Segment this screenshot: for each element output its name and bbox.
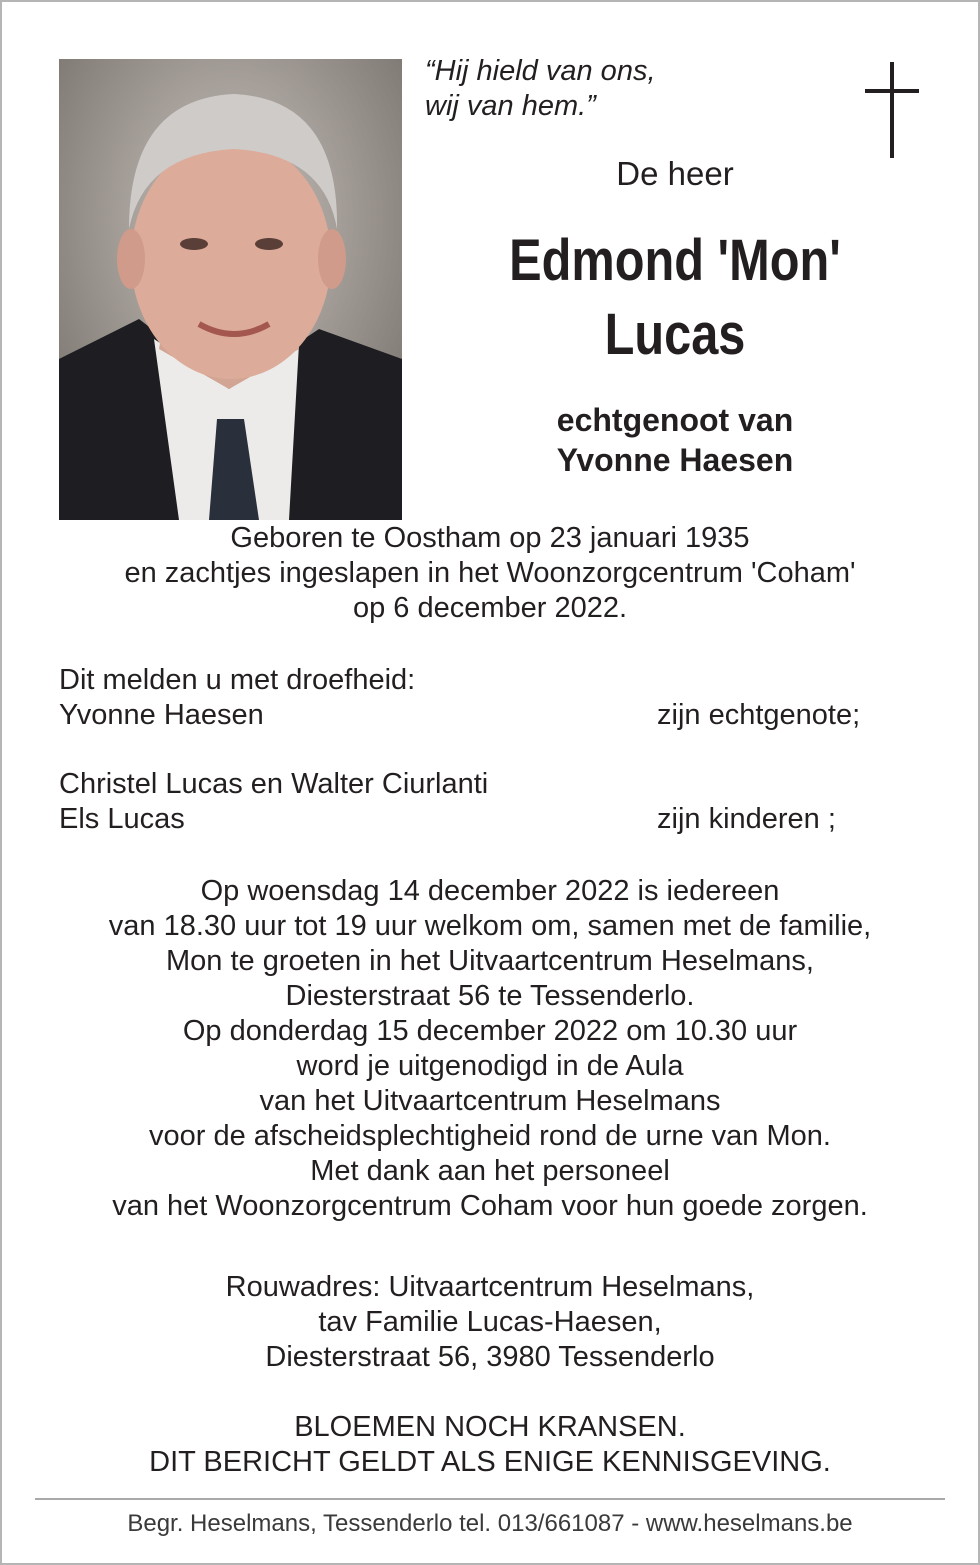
text-line: DIT BERICHT GELDT ALS ENIGE KENNISGEVING. [149, 1446, 831, 1478]
mourning-address [0, 1270, 980, 1375]
family-relation: zijn kinderen ; [657, 803, 836, 835]
text-line: word je uitgenodigd in de Aula [296, 1050, 684, 1082]
text-line: Geboren te Oostham op 23 januari 1935 [230, 522, 750, 554]
text-line: van het Woonzorgcentrum Coham voor hun goede zorgen. [112, 1190, 868, 1222]
quote-line: wij van hem.” [425, 90, 596, 122]
spouse-line-2: Yvonne Haesen [556, 442, 794, 478]
quote-line: “Hij hield van ons, [425, 55, 656, 87]
text-line: Diesterstraat 56, 3980 Tessenderlo [265, 1341, 715, 1373]
text-line: tav Familie Lucas-Haesen, [318, 1306, 662, 1338]
family-name: Els Lucas [59, 803, 185, 835]
text-line: Rouwadres: Uitvaartcentrum Heselmans, [225, 1271, 755, 1303]
footer-text: Begr. Heselmans, Tessenderlo tel. 013/661087 - www.heselmans.be [127, 1510, 853, 1537]
text-line: op 6 december 2022. [352, 592, 628, 624]
name-line: Edmond 'Mon' [509, 228, 841, 293]
spouse-line-1: echtgenoot van [556, 402, 794, 438]
text-line: BLOEMEN NOCH KRANSEN. [294, 1411, 686, 1443]
footer-divider [35, 1498, 945, 1500]
portrait-photo [59, 59, 402, 520]
text-line: Met dank aan het personeel [310, 1155, 670, 1187]
cross-icon [862, 62, 922, 158]
name-line: Lucas [604, 302, 746, 367]
text-line: voor de afscheidsplechtigheid rond de urne van Mon. [149, 1120, 831, 1152]
notice [0, 1410, 980, 1480]
quote [425, 54, 656, 124]
family-name: Christel Lucas en Walter Ciurlanti [59, 768, 489, 800]
family-relation: zijn echtgenote; [657, 699, 861, 731]
text-line: Op woensdag 14 december 2022 is iedereen [200, 875, 780, 907]
announce-heading: Dit melden u met droefheid: [59, 664, 416, 696]
text-line: Mon te groeten in het Uitvaartcentrum Heselmans, [166, 945, 814, 977]
spouse-line [440, 400, 910, 480]
family-name: Yvonne Haesen [59, 699, 264, 731]
birth-death-info [0, 521, 980, 626]
text-line: van 18.30 uur tot 19 uur welkom om, samen met de familie, [108, 910, 872, 942]
ceremony-info [0, 874, 980, 1224]
title: De heer [616, 155, 734, 192]
text-line: van het Uitvaartcentrum Heselmans [259, 1085, 721, 1117]
deceased-name [478, 224, 873, 372]
text-line: en zachtjes ingeslapen in het Woonzorgcentrum 'Coham' [124, 557, 856, 589]
text-line: Diesterstraat 56 te Tessenderlo. [285, 980, 695, 1012]
text-line: Op donderdag 15 december 2022 om 10.30 uur [182, 1015, 798, 1047]
